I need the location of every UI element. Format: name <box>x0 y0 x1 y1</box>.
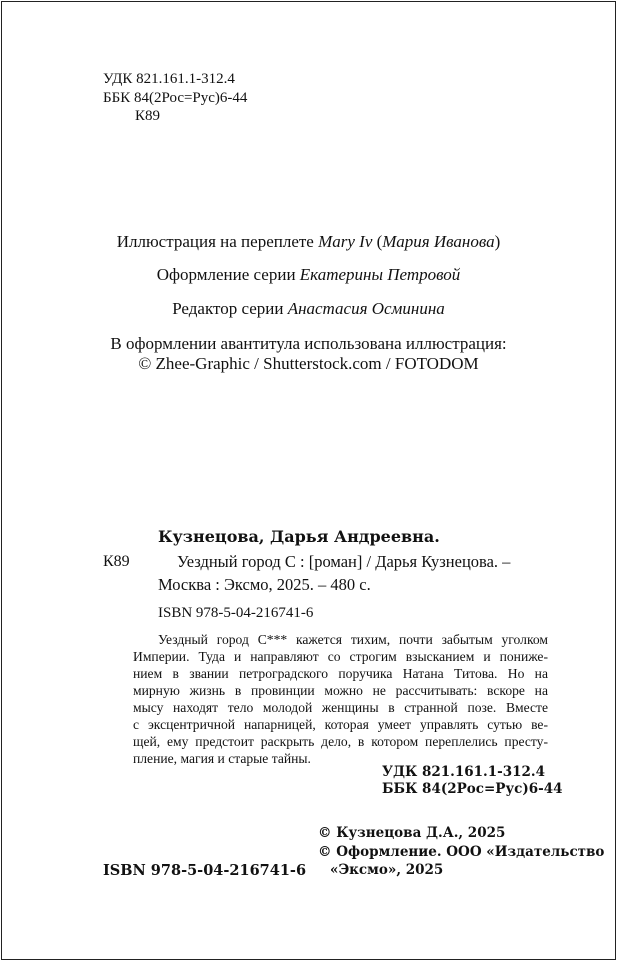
annotation-line: пление, магия и старые тайны. <box>133 751 311 766</box>
illustration-credit: Иллюстрация на переплете Mary Iv (Мария Иванова) <box>116 232 501 251</box>
catalog-pub-line: Москва : Эксмо, 2025. – 480 с. <box>158 575 371 594</box>
annotation-line: Империи. Туда и направляют со строгим взысканием и пониже- <box>133 649 548 664</box>
copyright-author: © Кузнецова Д.А., 2025 <box>318 825 506 841</box>
annotation-line: с эксцентричной напарницей, которая умеет управлять сутью ве- <box>133 717 548 732</box>
catalog-isbn: ISBN 978-5-04-216741-6 <box>158 605 314 621</box>
annotation-line: мирную жизнь в провинции можно не рассчитывать: вскоре на <box>133 683 548 698</box>
catalog-author: Кузнецова, Дарья Андреевна. <box>158 527 440 546</box>
half-title-credit-line2: © Zhee-Graphic / Shutterstock.com / FOTODOM <box>138 354 479 373</box>
annotation-line: щей, ему предстоит раскрыть дело, в котором переплелись престу- <box>133 734 548 749</box>
author-sign: К89 <box>135 108 161 124</box>
annotation-line: мысу находят тело молодой женщины в странной позе. Вместе <box>133 700 548 715</box>
bbk-code: ББК 84(2Рос=Рус)6-44 <box>103 90 248 106</box>
catalog-title-line: Уездный город С : [роман] / Дарья Кузнецова. – <box>177 552 511 571</box>
bottom-udk: УДК 821.161.1-312.4 <box>382 764 545 780</box>
series-design-credit: Оформление серии Екатерины Петровой <box>156 265 461 284</box>
annotation-line: нием в звании петроградского поручика Натана Титова. Но на <box>133 666 548 681</box>
page-border <box>1 1 616 960</box>
editor-credit: Редактор серии Анастасия Осминина <box>172 299 445 318</box>
bottom-bbk: ББК 84(2Рос=Рус)6-44 <box>382 781 563 797</box>
catalog-sign: К89 <box>103 553 130 570</box>
bottom-isbn: ISBN 978-5-04-216741-6 <box>103 862 307 879</box>
udk-code: УДК 821.161.1-312.4 <box>103 71 235 87</box>
copyright-design-line1: © Оформление. ООО «Издательство <box>318 844 605 860</box>
annotation-line: Уездный город С*** кажется тихим, почти забытым уголком <box>158 632 548 647</box>
half-title-credit-line1: В оформлении авантитула использована иллюстрация: <box>110 334 507 353</box>
copyright-design-line2: «Эксмо», 2025 <box>330 862 444 878</box>
annotation <box>133 631 548 767</box>
